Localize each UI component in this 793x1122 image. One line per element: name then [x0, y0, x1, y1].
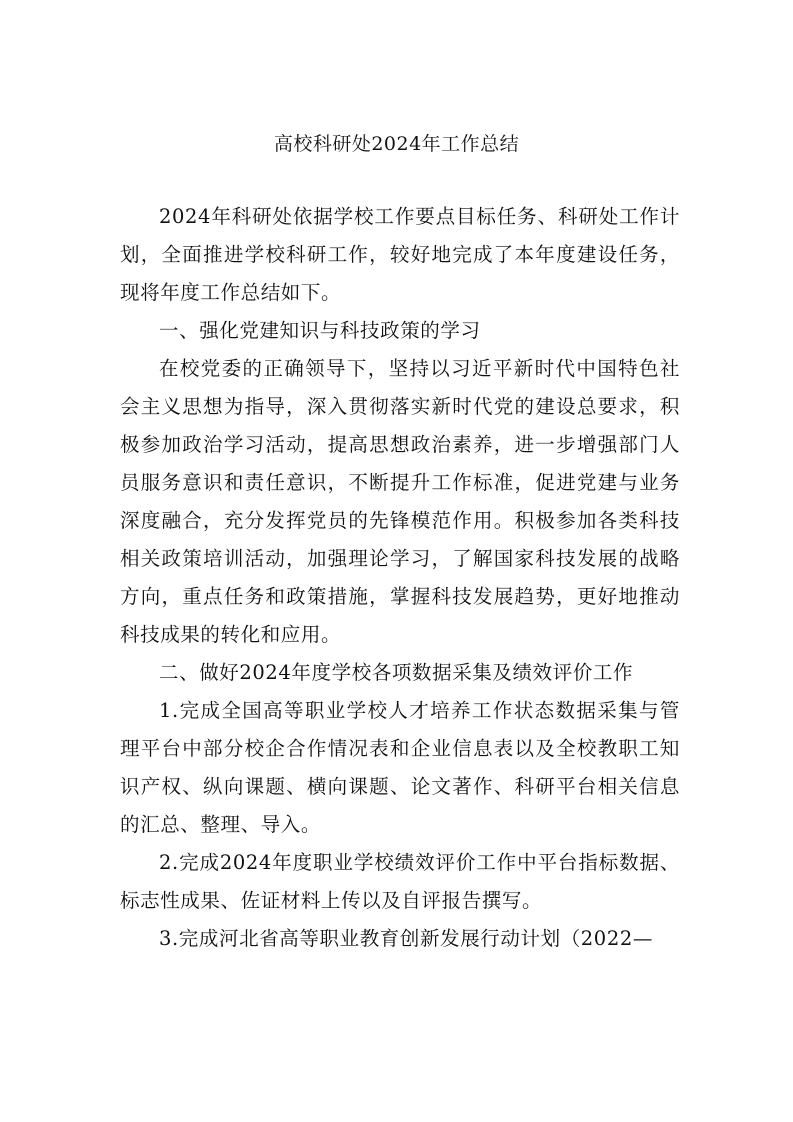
- paragraph-intro: 2024年科研处依据学校工作要点目标任务、科研处工作计划，全面推进学校科研工作，较好地完成了本年度建设任务，现将年度工作总结如下。: [120, 205, 680, 304]
- document-body: [120, 198, 680, 958]
- paragraph-item-1: 1.完成全国高等职业学校人才培养工作状态数据采集与管理平台中部分校企合作情况表和企业信息表以及全校教职工知识产权、纵向课题、横向课题、论文著作、科研平台相关信息的汇总、整理、导入。: [120, 699, 680, 836]
- paragraph-party-building: 在校党委的正确领导下，坚持以习近平新时代中国特色社会主义思想为指导，深入贯彻落实新时代党的建设总要求，积极参加政治学习活动，提高思想政治素养，进一步增强部门人员服务意识和责任意识，不断提升工作标准，促进党建与业务深度融合，充分发挥党员的先锋模范作用。积极参加各类科技相关政策培训活动，加强理论学习，了解国家科技发展的战略方向，重点任务和政策措施，掌握科技发展趋势，更好地推动科技成果的转化和应用。: [120, 357, 680, 646]
- document-title: 高校科研处2024年工作总结: [273, 133, 520, 155]
- paragraph-item-3: 3.完成河北省高等职业教育创新发展行动计划（2022—: [159, 927, 653, 950]
- paragraph-item-2: 2.完成2024年度职业学校绩效评价工作中平台指标数据、标志性成果、佐证材料上传以及自评报告撰写。: [120, 851, 680, 912]
- section-heading-1: 一、强化党建知识与科技政策的学习: [159, 319, 481, 342]
- section-heading-2: 二、做好2024年度学校各项数据采集及绩效评价工作: [159, 661, 634, 684]
